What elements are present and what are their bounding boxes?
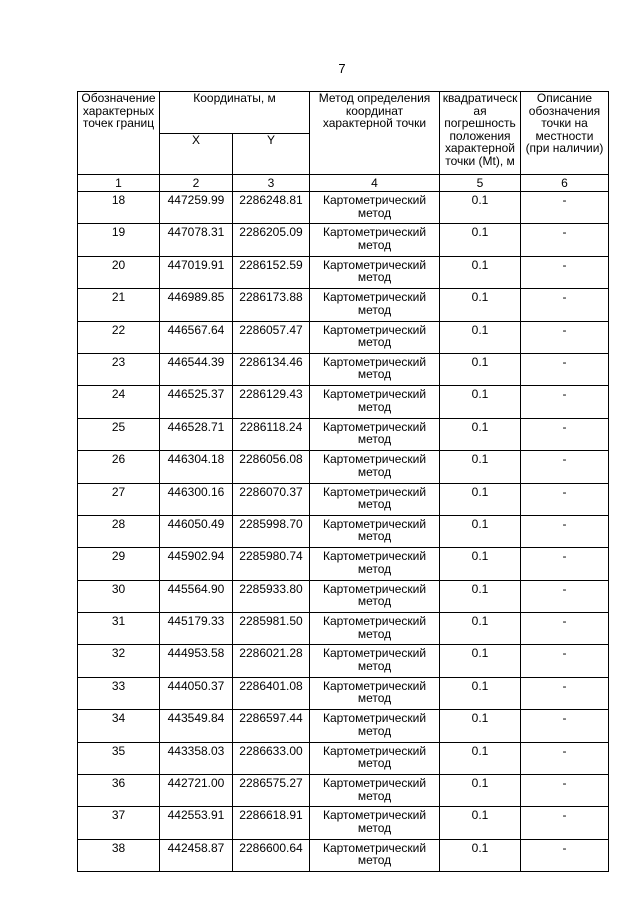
cell-x: 446528.71 — [160, 418, 233, 450]
column-number: 1 — [78, 175, 160, 192]
cell-point-number: 25 — [78, 418, 160, 450]
cell-description: - — [521, 710, 609, 742]
header-y: Y — [233, 133, 310, 175]
cell-description: - — [521, 580, 609, 612]
table-row — [78, 613, 609, 645]
cell-y: 2285981.50 — [233, 613, 310, 645]
cell-point-number: 31 — [78, 613, 160, 645]
cell-y: 2286401.08 — [233, 677, 310, 709]
table-row — [78, 775, 609, 807]
cell-x: 446304.18 — [160, 451, 233, 483]
cell-x: 446050.49 — [160, 515, 233, 547]
cell-point-number: 29 — [78, 548, 160, 580]
cell-x: 443358.03 — [160, 742, 233, 774]
table-row — [78, 224, 609, 256]
cell-mt: 0.1 — [440, 645, 521, 677]
coordinates-table — [77, 91, 609, 872]
table-row — [78, 807, 609, 839]
cell-x: 446300.16 — [160, 483, 233, 515]
column-number: 5 — [440, 175, 521, 192]
header-method: Метод определения координат характерной точки — [310, 92, 440, 175]
header-mean-square-error: квадратическ ая погрешность положения характерной точки (Mt), м — [440, 92, 521, 175]
cell-x: 446525.37 — [160, 386, 233, 418]
cell-method: Картометрический метод — [310, 451, 440, 483]
cell-description: - — [521, 386, 609, 418]
cell-description: - — [521, 515, 609, 547]
cell-mt: 0.1 — [440, 710, 521, 742]
cell-description: - — [521, 807, 609, 839]
cell-point-number: 26 — [78, 451, 160, 483]
cell-x: 447259.99 — [160, 192, 233, 224]
cell-description: - — [521, 645, 609, 677]
cell-point-number: 35 — [78, 742, 160, 774]
cell-point-number: 38 — [78, 839, 160, 871]
cell-y: 2286600.64 — [233, 839, 310, 871]
cell-method: Картометрический метод — [310, 613, 440, 645]
cell-method: Картометрический метод — [310, 192, 440, 224]
cell-x: 444050.37 — [160, 677, 233, 709]
cell-method: Картометрический метод — [310, 386, 440, 418]
cell-x: 446544.39 — [160, 353, 233, 385]
cell-x: 447019.91 — [160, 256, 233, 288]
cell-y: 2286134.46 — [233, 353, 310, 385]
table-row — [78, 548, 609, 580]
cell-method: Картометрический метод — [310, 807, 440, 839]
cell-method: Картометрический метод — [310, 289, 440, 321]
header-x: X — [160, 133, 233, 175]
cell-y: 2286056.08 — [233, 451, 310, 483]
cell-x: 443549.84 — [160, 710, 233, 742]
cell-x: 445564.90 — [160, 580, 233, 612]
table-row — [78, 742, 609, 774]
table-row — [78, 515, 609, 547]
cell-x: 442721.00 — [160, 775, 233, 807]
cell-y: 2286021.28 — [233, 645, 310, 677]
column-number: 4 — [310, 175, 440, 192]
column-numbers-row — [78, 175, 609, 192]
cell-x: 445179.33 — [160, 613, 233, 645]
cell-point-number: 20 — [78, 256, 160, 288]
cell-point-number: 30 — [78, 580, 160, 612]
cell-description: - — [521, 613, 609, 645]
cell-method: Картометрический метод — [310, 418, 440, 450]
cell-point-number: 27 — [78, 483, 160, 515]
cell-mt: 0.1 — [440, 580, 521, 612]
table-row — [78, 256, 609, 288]
cell-x: 446567.64 — [160, 321, 233, 353]
table-body — [78, 192, 609, 872]
cell-x: 442458.87 — [160, 839, 233, 871]
cell-mt: 0.1 — [440, 192, 521, 224]
column-number: 3 — [233, 175, 310, 192]
cell-method: Картометрический метод — [310, 256, 440, 288]
cell-point-number: 19 — [78, 224, 160, 256]
cell-mt: 0.1 — [440, 353, 521, 385]
cell-y: 2286618.91 — [233, 807, 310, 839]
cell-mt: 0.1 — [440, 321, 521, 353]
cell-y: 2286118.24 — [233, 418, 310, 450]
cell-mt: 0.1 — [440, 839, 521, 871]
cell-mt: 0.1 — [440, 613, 521, 645]
cell-y: 2285980.74 — [233, 548, 310, 580]
page-number: 7 — [338, 61, 346, 76]
cell-point-number: 18 — [78, 192, 160, 224]
cell-method: Картометрический метод — [310, 775, 440, 807]
cell-method: Картометрический метод — [310, 677, 440, 709]
cell-point-number: 24 — [78, 386, 160, 418]
table-row — [78, 710, 609, 742]
cell-description: - — [521, 321, 609, 353]
cell-y: 2286057.47 — [233, 321, 310, 353]
cell-description: - — [521, 451, 609, 483]
cell-description: - — [521, 775, 609, 807]
column-number: 6 — [521, 175, 609, 192]
cell-method: Картометрический метод — [310, 224, 440, 256]
cell-method: Картометрический метод — [310, 710, 440, 742]
cell-x: 446989.85 — [160, 289, 233, 321]
cell-mt: 0.1 — [440, 775, 521, 807]
cell-point-number: 22 — [78, 321, 160, 353]
cell-point-number: 36 — [78, 775, 160, 807]
table-row — [78, 192, 609, 224]
header-description: Описание обозначения точки на местности (при наличии) — [521, 92, 609, 175]
cell-point-number: 34 — [78, 710, 160, 742]
cell-description: - — [521, 224, 609, 256]
cell-description: - — [521, 548, 609, 580]
cell-description: - — [521, 677, 609, 709]
cell-y: 2286633.00 — [233, 742, 310, 774]
cell-point-number: 37 — [78, 807, 160, 839]
cell-x: 442553.91 — [160, 807, 233, 839]
cell-method: Картометрический метод — [310, 548, 440, 580]
header-point-designation: Обозначение характерных точек границ — [78, 92, 160, 175]
cell-y: 2286173.88 — [233, 289, 310, 321]
cell-description: - — [521, 353, 609, 385]
cell-y: 2286248.81 — [233, 192, 310, 224]
cell-method: Картометрический метод — [310, 645, 440, 677]
cell-mt: 0.1 — [440, 418, 521, 450]
cell-description: - — [521, 289, 609, 321]
cell-mt: 0.1 — [440, 483, 521, 515]
table-row — [78, 321, 609, 353]
cell-mt: 0.1 — [440, 289, 521, 321]
table-row — [78, 483, 609, 515]
cell-method: Картометрический метод — [310, 483, 440, 515]
column-number: 2 — [160, 175, 233, 192]
cell-point-number: 32 — [78, 645, 160, 677]
cell-method: Картометрический метод — [310, 839, 440, 871]
cell-mt: 0.1 — [440, 386, 521, 418]
cell-description: - — [521, 192, 609, 224]
cell-method: Картометрический метод — [310, 580, 440, 612]
cell-mt: 0.1 — [440, 677, 521, 709]
cell-y: 2286597.44 — [233, 710, 310, 742]
cell-y: 2285933.80 — [233, 580, 310, 612]
table-row — [78, 289, 609, 321]
table-row — [78, 451, 609, 483]
cell-mt: 0.1 — [440, 451, 521, 483]
cell-y: 2286070.37 — [233, 483, 310, 515]
cell-description: - — [521, 742, 609, 774]
cell-method: Картометрический метод — [310, 353, 440, 385]
cell-mt: 0.1 — [440, 807, 521, 839]
cell-x: 444953.58 — [160, 645, 233, 677]
table-row — [78, 418, 609, 450]
cell-method: Картометрический метод — [310, 321, 440, 353]
cell-mt: 0.1 — [440, 224, 521, 256]
cell-point-number: 23 — [78, 353, 160, 385]
cell-y: 2286575.27 — [233, 775, 310, 807]
cell-point-number: 21 — [78, 289, 160, 321]
cell-point-number: 28 — [78, 515, 160, 547]
table-row — [78, 580, 609, 612]
table-row — [78, 677, 609, 709]
cell-description: - — [521, 418, 609, 450]
cell-mt: 0.1 — [440, 515, 521, 547]
header-coordinates: Координаты, м — [160, 92, 310, 134]
cell-point-number: 33 — [78, 677, 160, 709]
cell-description: - — [521, 839, 609, 871]
table-row — [78, 839, 609, 871]
cell-description: - — [521, 483, 609, 515]
cell-method: Картометрический метод — [310, 742, 440, 774]
cell-x: 445902.94 — [160, 548, 233, 580]
cell-description: - — [521, 256, 609, 288]
cell-mt: 0.1 — [440, 742, 521, 774]
cell-y: 2286205.09 — [233, 224, 310, 256]
cell-x: 447078.31 — [160, 224, 233, 256]
cell-y: 2286129.43 — [233, 386, 310, 418]
table-row — [78, 645, 609, 677]
cell-mt: 0.1 — [440, 256, 521, 288]
cell-mt: 0.1 — [440, 548, 521, 580]
cell-y: 2285998.70 — [233, 515, 310, 547]
table-row — [78, 386, 609, 418]
cell-y: 2286152.59 — [233, 256, 310, 288]
cell-method: Картометрический метод — [310, 515, 440, 547]
table-row — [78, 353, 609, 385]
